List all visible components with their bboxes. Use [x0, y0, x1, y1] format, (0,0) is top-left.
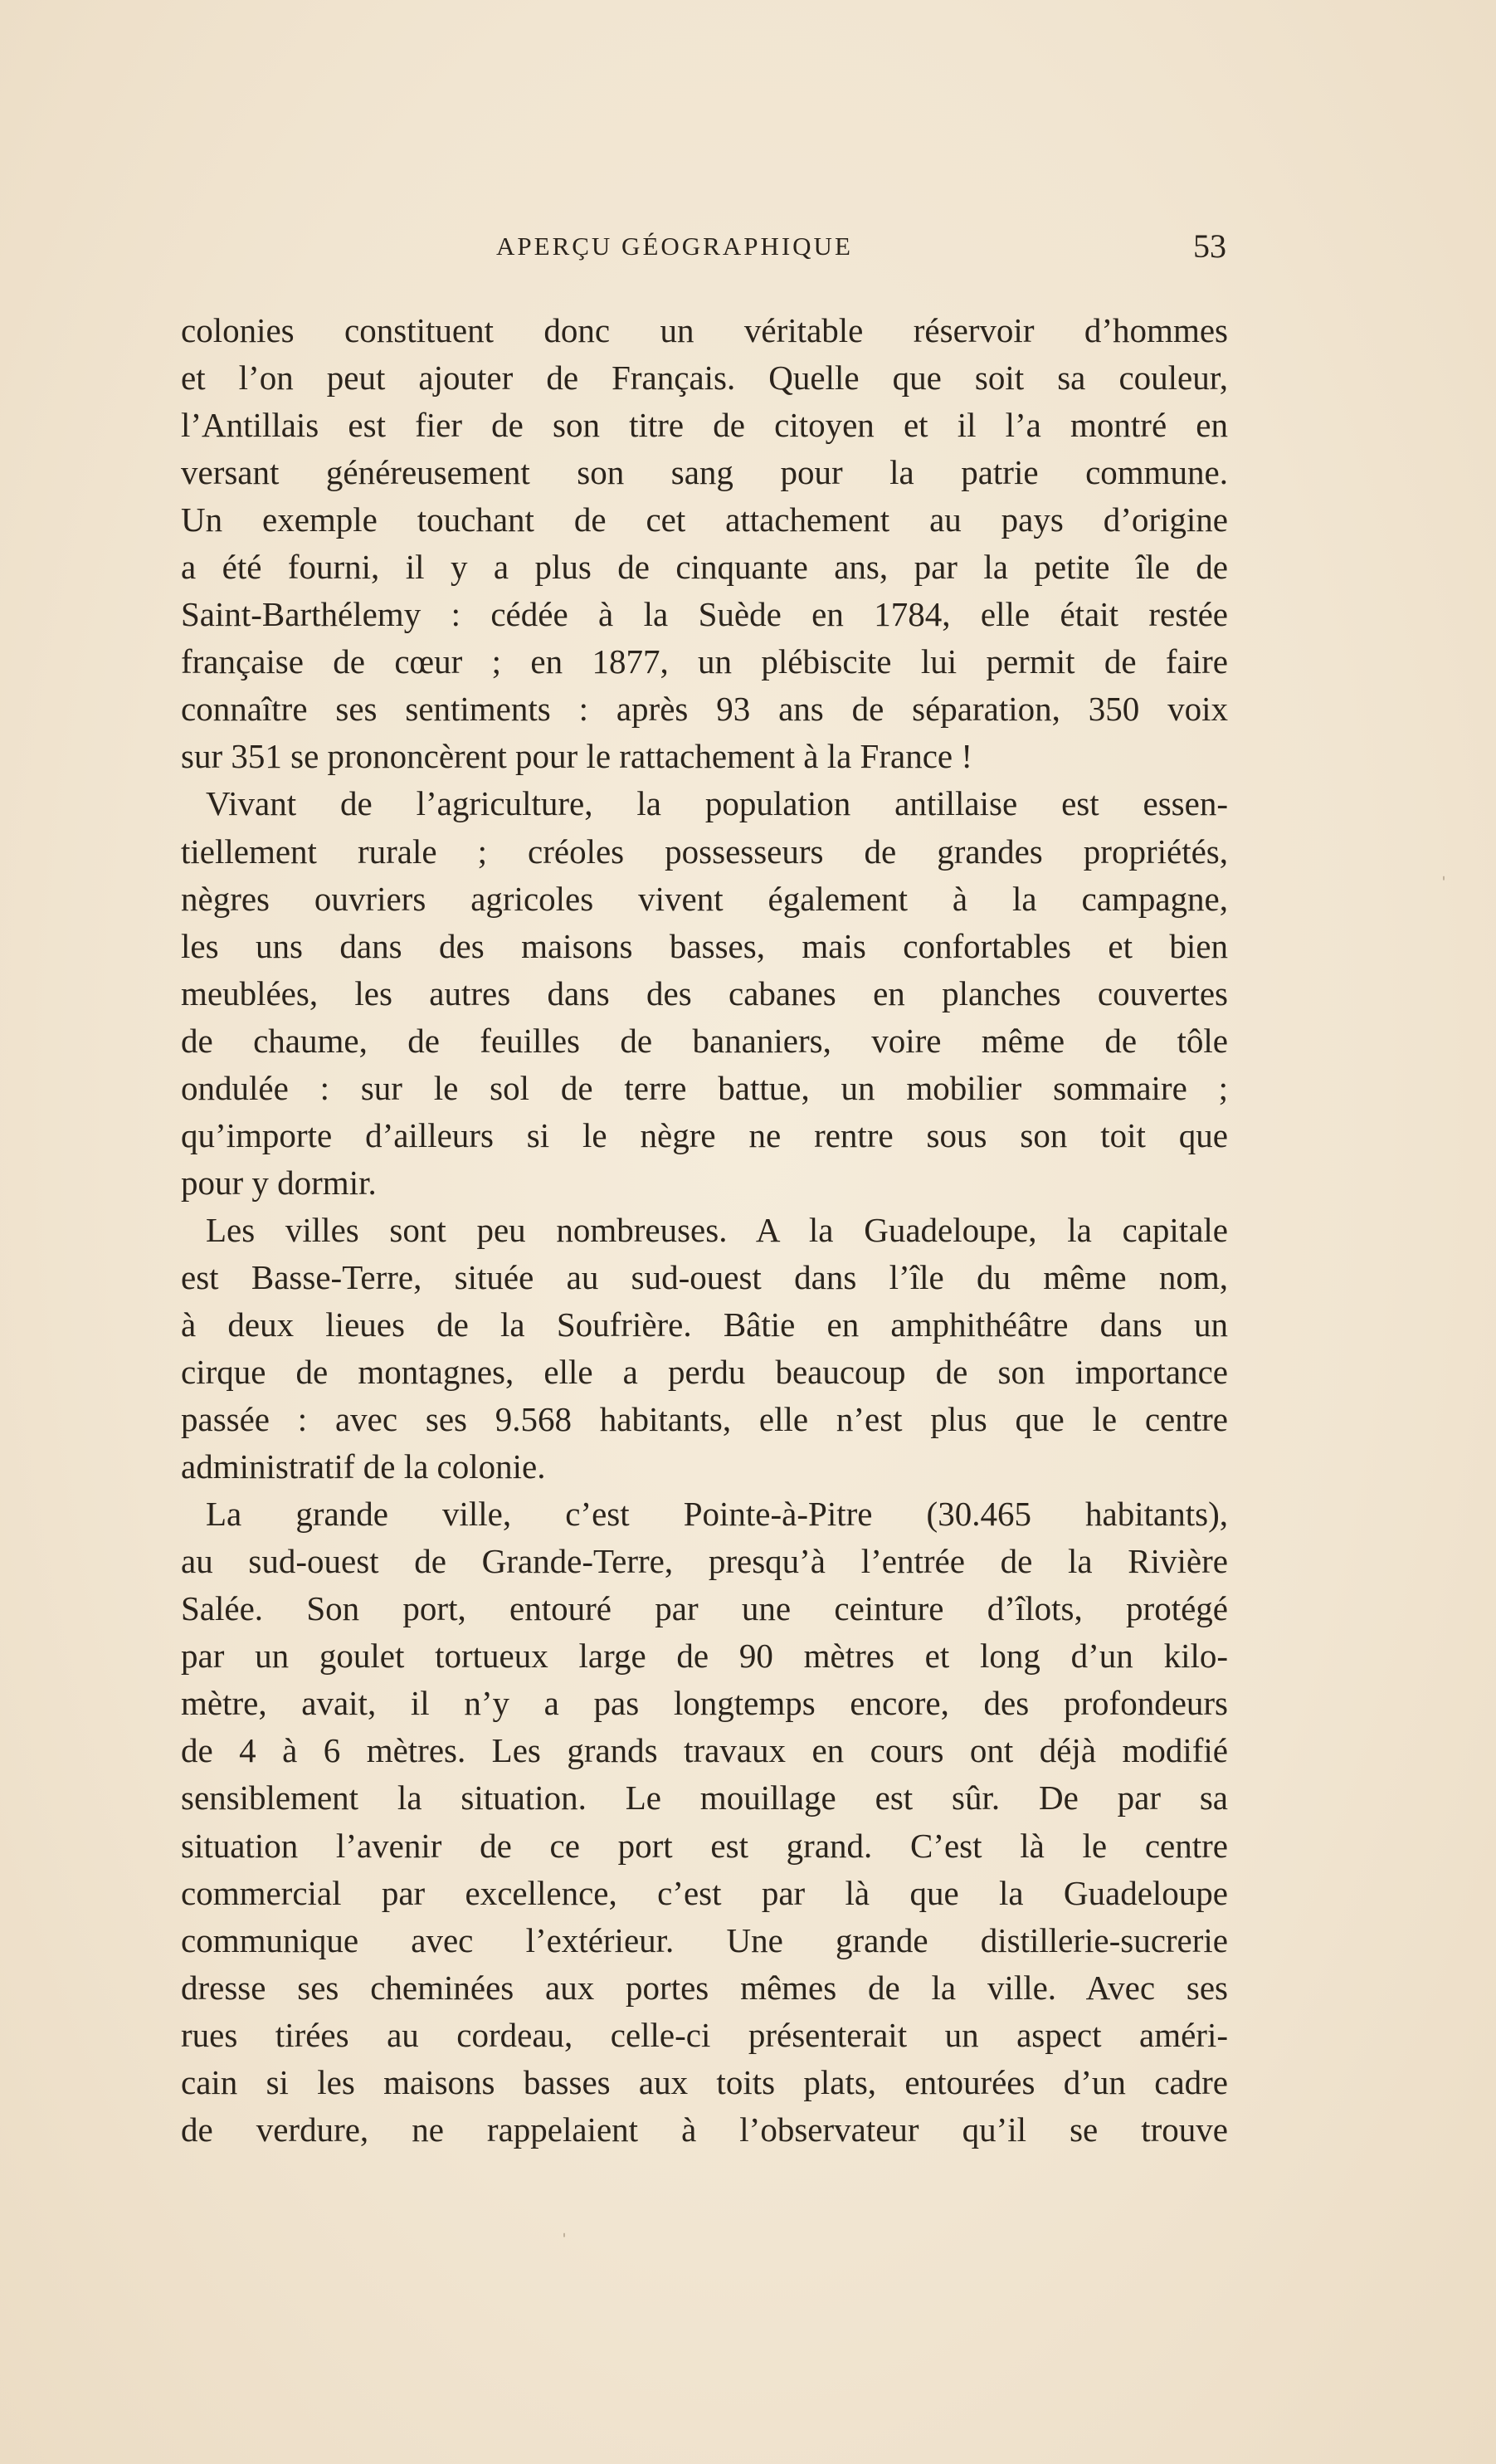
text-line: de 4 à 6 mètres. Les grands travaux en cours ont déjà modifié: [181, 1731, 1228, 1770]
text-line: cain si les maisons basses aux toits plats, entourées d’un cadre: [181, 2062, 1228, 2101]
text-line: colonies constituent donc un véritable réservoir d’hommes: [181, 311, 1228, 349]
text-line: Salée. Son port, entouré par une ceinture d’îlots, protégé: [181, 1589, 1228, 1628]
text-line: de verdure, ne rappelaient à l’observateur qu’il se trouve: [181, 2110, 1228, 2149]
text-line: est Basse-Terre, située au sud-ouest dans l’île du même nom,: [181, 1257, 1228, 1296]
text-line: française de cœur ; en 1877, un plébiscite lui permit de faire: [181, 642, 1228, 681]
page-number: 53: [1193, 227, 1226, 265]
text-line: situation l’avenir de ce port est grand. C’est là le centre: [181, 1826, 1228, 1865]
paragraph-end-line: administratif de la colonie.: [181, 1447, 546, 1486]
running-title: APERÇU GÉOGRAPHIQUE: [496, 232, 853, 261]
running-head: [181, 226, 1226, 267]
text-line: communique avec l’extérieur. Une grande distillerie-sucrerie: [181, 1920, 1228, 1959]
text-line: au sud-ouest de Grande-Terre, presqu’à l’entrée de la Rivière: [181, 1542, 1228, 1581]
text-line: meublées, les autres dans des cabanes en planches couvertes: [181, 973, 1228, 1012]
paragraph-end-line: sur 351 se prononcèrent pour le rattachement à la France !: [181, 737, 972, 776]
paragraph-start-line: La grande ville, c’est Pointe-à-Pitre (30.465 habitants),: [206, 1495, 1228, 1534]
paragraph-start-line: Les villes sont peu nombreuses. A la Guadeloupe, la capitale: [206, 1210, 1228, 1249]
text-line: sensiblement la situation. Le mouillage est sûr. De par sa: [181, 1778, 1228, 1818]
paper-speck: ˌ: [1440, 853, 1448, 881]
text-line: dresse ses cheminées aux portes mêmes de la ville. Avec ses: [181, 1968, 1228, 2007]
text-line: ondulée : sur le sol de terre battue, un mobilier sommaire ;: [181, 1068, 1228, 1107]
text-line: mètre, avait, il n’y a pas longtemps encore, des profondeurs: [181, 1684, 1228, 1723]
text-line: nègres ouvriers agricoles vivent également à la campagne,: [181, 879, 1228, 918]
text-line: Un exemple touchant de cet attachement au pays d’origine: [181, 500, 1228, 539]
text-line: cirque de montagnes, elle a perdu beaucoup de son importance: [181, 1353, 1228, 1392]
paper-speck: ˌ: [560, 2210, 568, 2237]
text-line: l’Antillais est fier de son titre de citoyen et il l’a montré en: [181, 406, 1228, 445]
text-line: versant généreusement son sang pour la patrie commune.: [181, 453, 1228, 492]
text-line: commercial par excellence, c’est par là que la Guadeloupe: [181, 1873, 1228, 1912]
text-line: a été fourni, il y a plus de cinquante ans, par la petite île de: [181, 548, 1228, 587]
text-line: connaître ses sentiments : après 93 ans de séparation, 350 voix: [181, 690, 1228, 729]
text-line: par un goulet tortueux large de 90 mètres et long d’un kilo-: [181, 1637, 1228, 1676]
text-line: de chaume, de feuilles de bananiers, voire même de tôle: [181, 1021, 1228, 1060]
text-line: à deux lieues de la Soufrière. Bâtie en amphithéâtre dans un: [181, 1305, 1228, 1344]
text-line: tiellement rurale ; créoles possesseurs de grandes propriétés,: [181, 832, 1228, 871]
text-line: passée : avec ses 9.568 habitants, elle n’est plus que le centre: [181, 1400, 1228, 1439]
body-text: [181, 307, 1228, 2154]
paragraph-start-line: Vivant de l’agriculture, la population antillaise est essen-: [206, 784, 1228, 823]
text-line: les uns dans des maisons basses, mais confortables et bien: [181, 926, 1228, 965]
text-line: qu’importe d’ailleurs si le nègre ne rentre sous son toit que: [181, 1115, 1228, 1154]
text-line: et l’on peut ajouter de Français. Quelle que soit sa couleur,: [181, 359, 1228, 398]
text-line: Saint-Barthélemy : cédée à la Suède en 1784, elle était restée: [181, 595, 1228, 634]
paragraph-end-line: pour y dormir.: [181, 1163, 377, 1202]
text-line: rues tirées au cordeau, celle-ci présenterait un aspect améri-: [181, 2015, 1228, 2054]
